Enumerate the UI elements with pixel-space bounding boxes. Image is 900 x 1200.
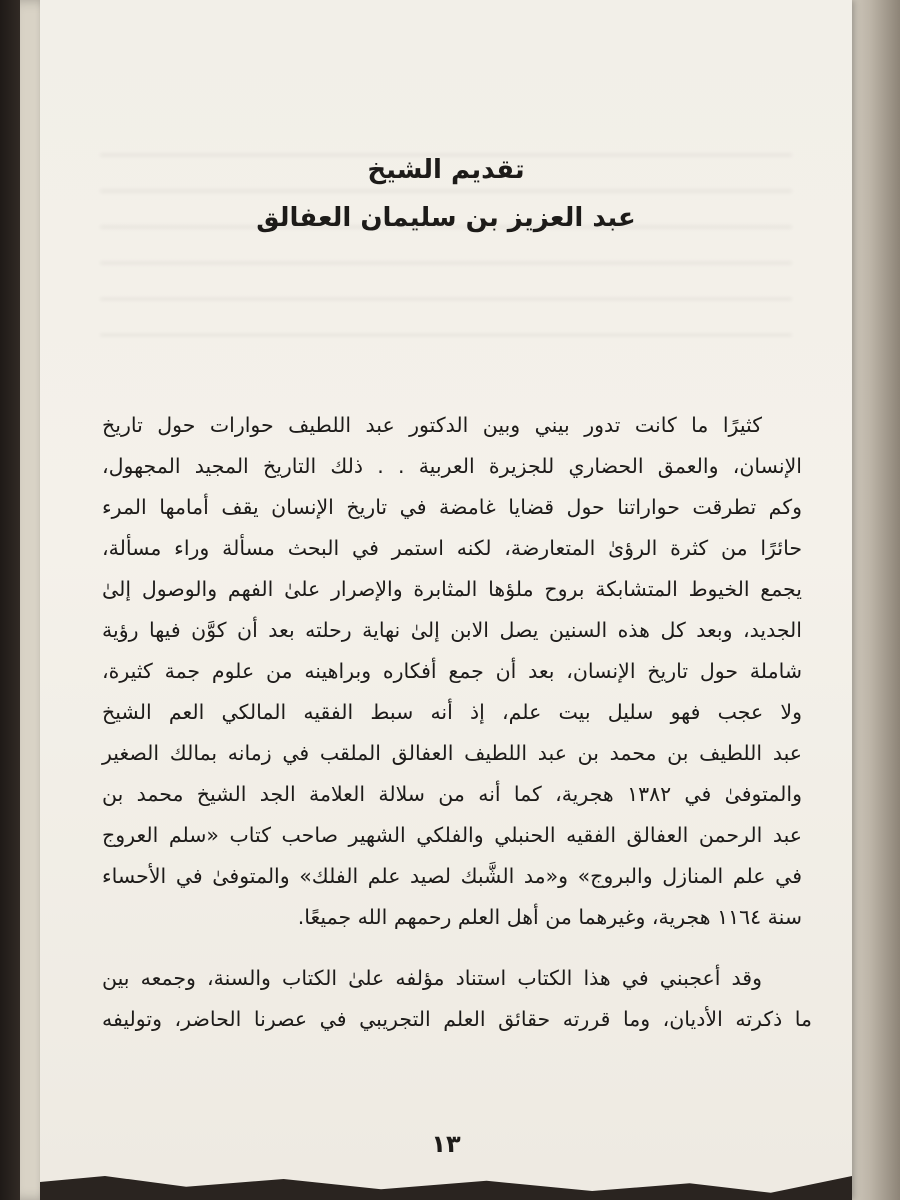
page-heading [40,150,852,238]
text-line: عبد الرحمن العفالق الفقيه الحنبلي والفلكي الشهير صاحب كتاب «سلم العروج [102,823,802,847]
text-line: عبد اللطيف بن محمد بن عبد اللطيف العفالق الملقب في زمانه بمالك الصغير [102,741,802,765]
text-line: ولا عجب فهو سليل بيت علم، إذ أنه سبط الفقيه المالكي العم الشيخ [102,700,802,724]
paragraph-gap [102,938,802,958]
text-line: وقد أعجبني في هذا الكتاب استناد مؤلفه علىٰ الكتاب والسنة، وجمعه بين [102,966,762,990]
text-line: ما ذكرته الأديان، وما قررته حقائق العلم التجريبي في عصرنا الحاضر، وتوليفه [102,1007,812,1031]
text-line: كثيرًا ما كانت تدور بيني وبين الدكتور عبد اللطيف حوارات حول تاريخ [102,413,762,437]
text-line: والمتوفىٰ في ١٣٨٢ هجرية، كما أنه من سلالة العلامة الجد الشيخ محمد بن [102,782,802,806]
text-line: شاملة حول تاريخ الإنسان، بعد أن جمع أفكاره وبراهينه من علوم جمة كثيرة، [102,659,802,683]
body-text [102,405,812,1040]
text-line: في علم المنازل والبروج» و«مد الشَّبك لصيد علم الفلك» والمتوفىٰ في الأحساء [102,864,802,888]
text-line: يجمع الخيوط المتشابكة بروح ملؤها المثابرة والإصرار علىٰ الفهم والوصول إلىٰ [102,577,802,601]
text-line: سنة ١١٦٤ هجرية، وغيرهما من أهل العلم رحمهم الله جميعًا. [297,905,802,929]
text-line: حائرًا من كثرة الرؤىٰ المتعارضة، لكنه استمر في البحث مسألة وراء مسألة، [102,536,802,560]
paragraph-1 [102,405,802,938]
text-line: وكم تطرقت حواراتنا حول قضايا غامضة في تاريخ الإنسان يقف أمامها المرء [102,495,802,519]
text-line: الجديد، وبعد كل هذه السنين يصل الابن إلىٰ نهاية رحلته بعد أن كوَّن فيها رؤية [102,618,802,642]
page-number: ١٣ [431,1130,461,1158]
book-page [40,0,852,1200]
paragraph-2 [102,958,812,1040]
heading-line-1: تقديم الشيخ [367,155,525,185]
text-line: الإنسان، والعمق الحضاري للجزيرة العربية . . ذلك التاريخ المجيد المجهول، [102,454,802,478]
heading-line-2: عبد العزيز بن سليمان العفالق [256,203,636,233]
